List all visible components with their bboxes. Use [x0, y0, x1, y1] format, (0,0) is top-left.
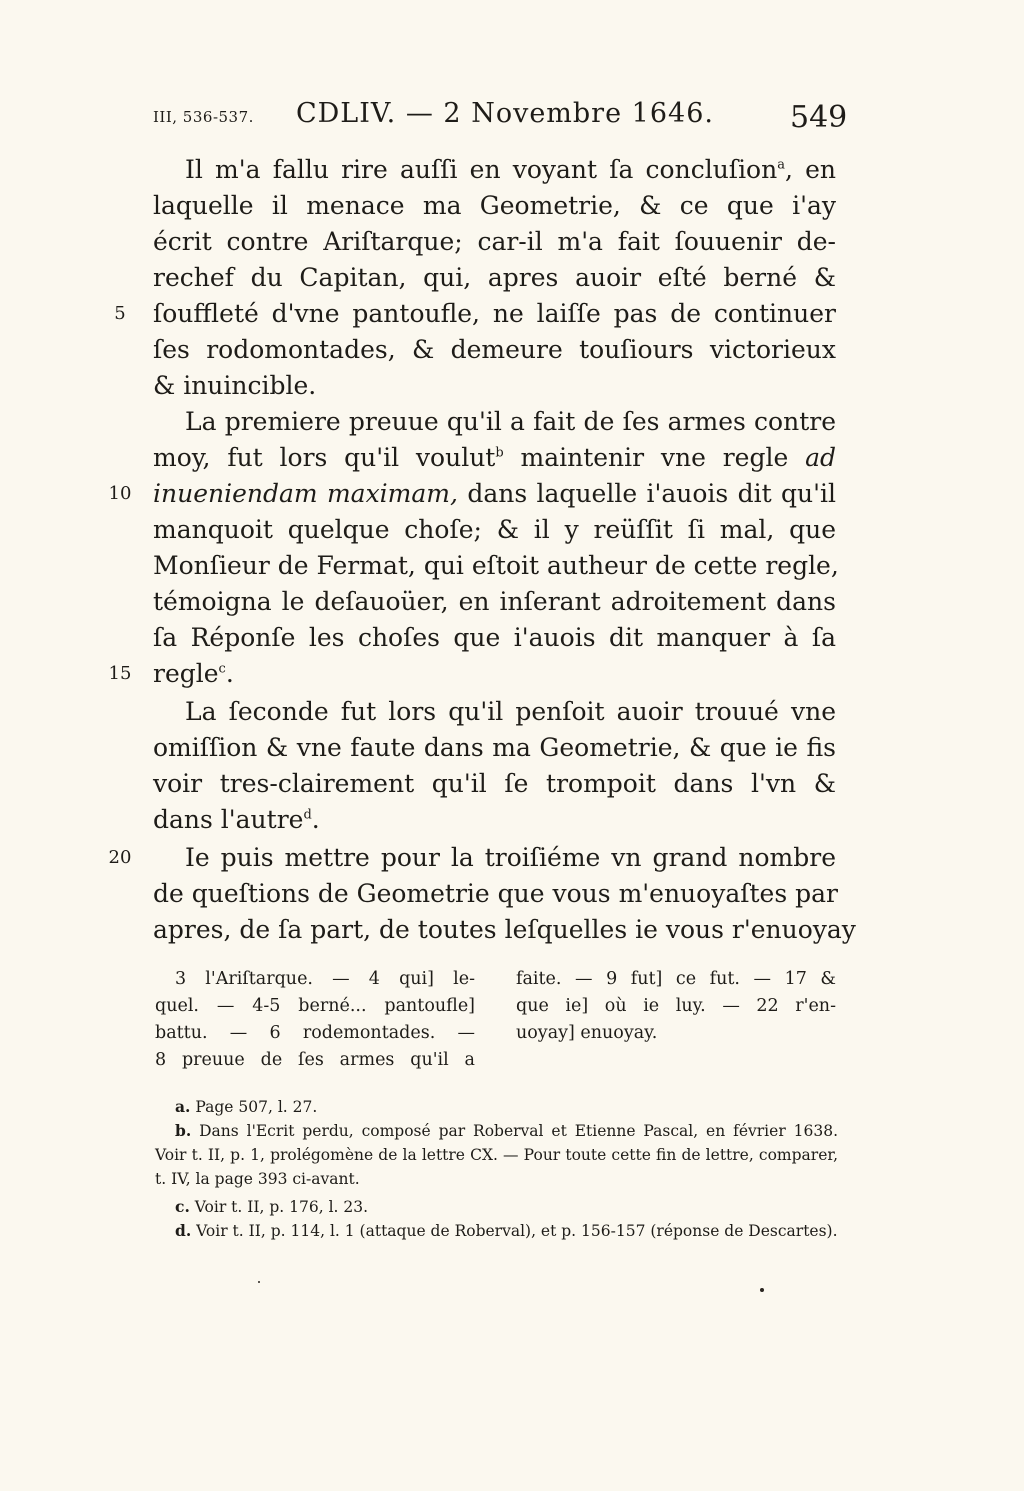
variant-line: que ie] où ie luy. — 22 r'en- [516, 996, 836, 1016]
variant-line: 3 l'Ariſtarque. — 4 qui] le- [175, 969, 475, 989]
line-number: 20 [108, 847, 132, 868]
body-line: omiſſion & vne faute dans ma Geometrie, & que ie fis [153, 733, 836, 762]
print-speck [760, 1288, 764, 1292]
body-line: ſouffleté d'vne pantoufle, ne laiſſe pas de continuer [153, 299, 836, 328]
variants-right-column [516, 966, 836, 1047]
variant-line: 8 preuue de ſes armes qu'il a [155, 1050, 475, 1070]
body-line: rechef du Capitan, qui, apres auoir eſté berné & [153, 263, 836, 292]
footnote-ref-c: c [218, 661, 226, 677]
footnote-text: Voir t. II, p. 114, l. 1 (attaque de Roberval), et p. 156-157 (réponse de Descartes). [191, 1222, 838, 1240]
body-line: écrit contre Ariſtarque; car-il m'a fait ſouuenir de- [153, 227, 836, 256]
print-speck [258, 1281, 260, 1283]
text-span: regle [153, 659, 219, 688]
page-title: CDLIV. — 2 Novembre 1646. [296, 98, 714, 129]
footnote-ref-d: d [303, 807, 312, 823]
body-line: La ſeconde fut lors qu'il penſoit auoir trouué vne [185, 697, 836, 726]
footnote-label: a. [175, 1097, 191, 1116]
body-line: ſa Réponſe les choſes que i'auois dit manquer à ſa [153, 623, 836, 652]
text-span: Il m'a fallu rire auſſi en voyant ſa concluſion [185, 155, 778, 184]
body-line: La premiere preuue qu'il a fait de ſes armes contre [185, 407, 836, 436]
variant-line: battu. — 6 rodemontades. — [155, 1023, 475, 1043]
italic-text: inueniendam maximam, [153, 479, 458, 508]
footnote-label: d. [175, 1221, 192, 1240]
body-line: laquelle il menace ma Geometrie, & ce que i'ay [153, 191, 836, 220]
body-line: ſes rodomontades, & demeure touſiours victorieux [153, 335, 836, 364]
page-number: 549 [790, 100, 848, 135]
text-span: . [311, 805, 320, 834]
body-line: de queſtions de Geometrie que vous m'enuoyaſtes par [153, 879, 838, 908]
body-line [153, 440, 836, 476]
text-span: . [225, 659, 234, 688]
body-line [153, 802, 836, 838]
variant-line: quel. — 4-5 berné... pantoufle] [155, 996, 475, 1016]
body-line: Ie puis mettre pour la troiſiéme vn grand nombre [185, 843, 836, 872]
text-span: , en [784, 155, 836, 184]
variants-left-column [155, 966, 475, 1074]
line-number: 10 [108, 483, 132, 504]
footnote-d [155, 1219, 838, 1243]
text-span: maintenir vne regle [503, 443, 806, 472]
body-line [153, 656, 836, 692]
header-reference: III, 536-537. [153, 108, 254, 126]
footnote-b [155, 1119, 838, 1191]
variant-line: uoyay] enuoyay. [516, 1023, 658, 1043]
body-line: manquoit quelque choſe; & il y reüſſit ſi mal, que [153, 515, 836, 544]
variant-line: faite. — 9 fut] ce fut. — 17 & [516, 969, 836, 989]
italic-text: ad [805, 443, 836, 472]
body-line [153, 476, 836, 512]
text-span: dans l'autre [153, 805, 304, 834]
body-line: apres, de ſa part, de toutes leſquelles ie vous r'enuoyay [153, 915, 856, 944]
footnote-ref-b: b [495, 445, 504, 461]
footnote-text: Voir t. II, p. 176, l. 23. [189, 1198, 369, 1216]
body-line: Monſieur de Fermat, qui eſtoit autheur de cette regle, [153, 551, 839, 580]
line-number: 15 [108, 663, 132, 684]
text-span: dans laquelle i'auois dit qu'il [457, 479, 836, 508]
footnote-c [175, 1195, 858, 1219]
footnote-a [175, 1095, 858, 1119]
text-span: moy, fut lors qu'il voulut [153, 443, 496, 472]
footnote-label: c. [175, 1197, 190, 1216]
body-line [185, 152, 836, 188]
body-line: voir tres-clairement qu'il ſe trompoit dans l'vn & [153, 769, 836, 798]
body-line: & inuincible. [153, 371, 317, 400]
footnote-label: b. [175, 1121, 192, 1140]
footnote-text: Page 507, l. 27. [190, 1098, 318, 1116]
footnote-text: Dans l'Ecrit perdu, composé par Roberval et Etienne Pascal, en février 1638. Voir t. II, p. 1, prolégomène de la lettre CX. — Pour toute cette fin de lettre, comparer, t. IV, la page 393 ci-avant. [155, 1122, 838, 1188]
footnote-ref-a: a [777, 157, 785, 173]
line-number: 5 [114, 303, 126, 324]
body-line: témoigna le deſauoüer, en inſerant adroitement dans [153, 587, 836, 616]
